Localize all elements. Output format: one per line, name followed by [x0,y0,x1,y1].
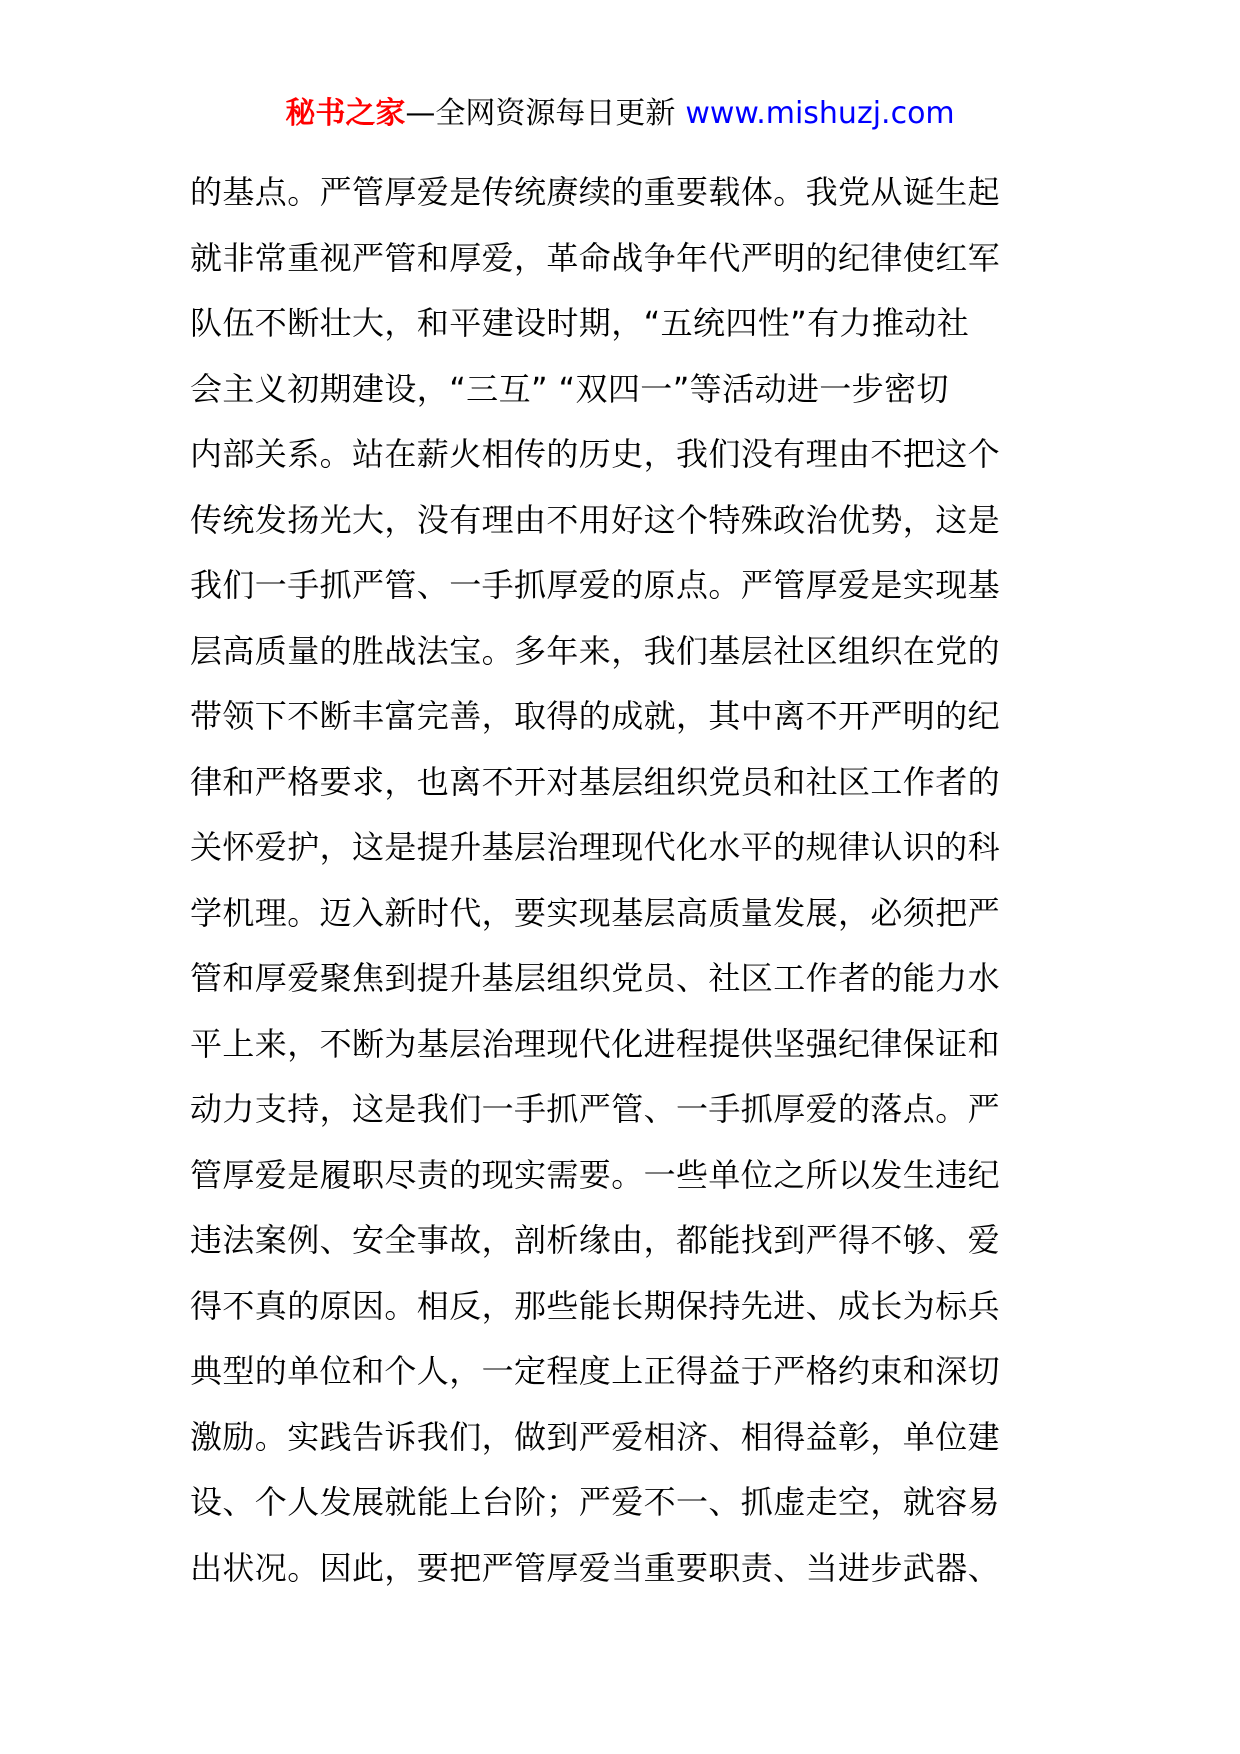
text-line: 平上来，不断为基层治理现代化进程提供坚强纪律保证和 [190,1024,1001,1063]
text-line: 传统发扬光大，没有理由不用好这个特殊政治优势，这是 [190,500,1001,539]
text-line: 我们一手抓严管、一手抓厚爱的原点。严管厚爱是实现基 [190,566,1001,604]
page-header [0,94,1240,134]
text-line: 内部关系。站在薪火相传的历史，我们没有理由不把这个 [190,435,1001,473]
text-line: 律和严格要求，也离不开对基层组织党员和社区工作者的 [190,762,1001,801]
text-line: 违法案例、安全事故，剖析缘由，都能找到严得不够、爱 [190,1221,1001,1259]
text-line: 设、个人发展就能上台阶；严爱不一、抓虚走空，就容易 [190,1483,1001,1521]
text-line: 的基点。严管厚爱是传统赓续的重要载体。我党从诞生起 [190,173,1001,211]
text-line: 就非常重视严管和厚爱，革命战争年代严明的纪律使红军 [190,238,1001,277]
text-line: 关怀爱护，这是提升基层治理现代化水平的规律认识的科 [190,828,1001,866]
site-tagline: —全网资源每日更新 [405,96,676,131]
text-line: 队伍不断壮大，和平建设时期，“五统四性”有力推动社 [190,304,970,342]
text-line: 动力支持，这是我们一手抓严管、一手抓厚爱的落点。严 [190,1090,1001,1128]
text-line: 学机理。迈入新时代，要实现基层高质量发展，必须把严 [190,893,1001,932]
document-body [190,160,1030,1601]
site-url-link[interactable]: www.mishuzj.com [685,96,955,131]
text-line: 会主义初期建设，“三互” “双四一”等活动进一步密切 [190,369,949,408]
text-line: 激励。实践告诉我们，做到严爱相济、相得益彰，单位建 [190,1417,1001,1456]
text-line: 管和厚爱聚焦到提升基层组织党员、社区工作者的能力水 [190,959,1001,997]
text-line: 管厚爱是履职尽责的现实需要。一些单位之所以发生违纪 [190,1155,1001,1194]
text-line: 典型的单位和个人，一定程度上正得益于严格约束和深切 [190,1352,1001,1390]
text-line: 层高质量的胜战法宝。多年来，我们基层社区组织在党的 [190,631,1001,670]
text-line: 出状况。因此，要把严管厚爱当重要职责、当进步武器、 [190,1548,1001,1587]
site-brand: 秘书之家 [285,96,406,131]
text-line: 得不真的原因。相反，那些能长期保持先进、成长为标兵 [190,1286,1001,1325]
text-line: 带领下不断丰富完善，取得的成就，其中离不开严明的纪 [190,697,1001,735]
